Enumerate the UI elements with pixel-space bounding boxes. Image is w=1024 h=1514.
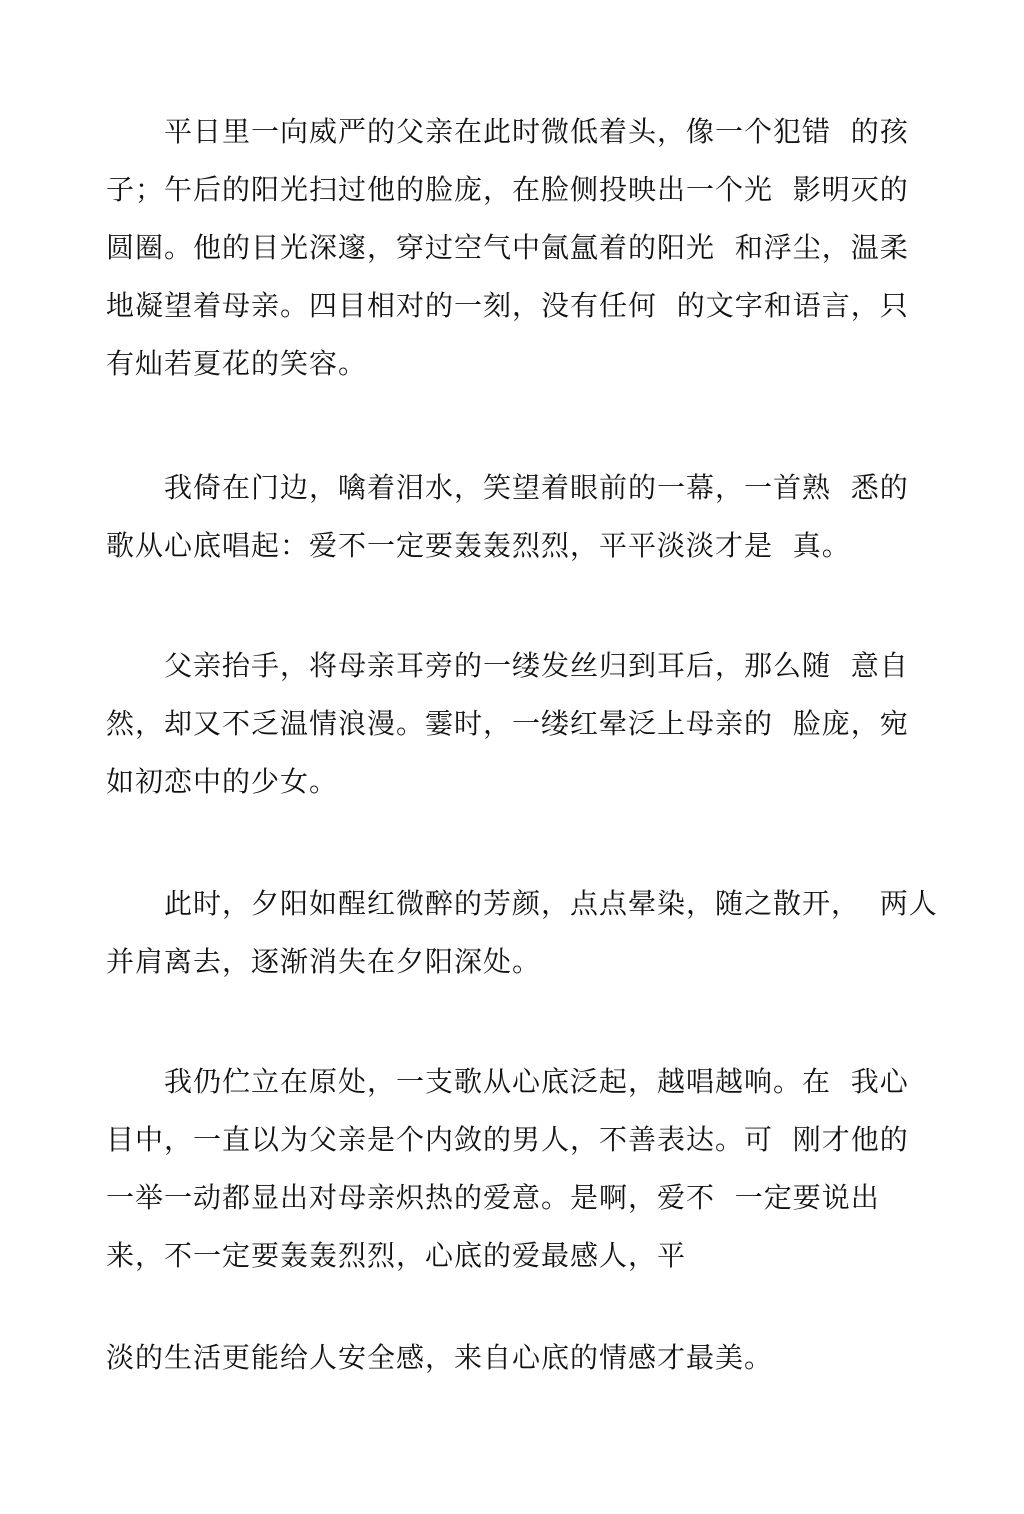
text-line: 我仍伫立在原处，一支歌从心底泛起，越唱越响。在 我心	[106, 1065, 909, 1098]
text-line: 父亲抬手，将母亲耳旁的一缕发丝归到耳后，那么随 意自	[106, 649, 909, 682]
text-line: 子；午后的阳光扫过他的脸庞，在脸侧投映出一个光 影明灭的	[106, 173, 909, 206]
text-line: 歌从心底唱起：爱不一定要轰轰烈烈，平平淡淡才是 真。	[106, 529, 851, 562]
text-line: 并肩离去，逐渐消失在夕阳深处。	[106, 945, 542, 978]
text-line: 圆圈。他的目光深邃，穿过空气中氤氲着的阳光 和浮尘，温柔	[106, 231, 909, 264]
text-line: 我倚在门边，噙着泪水，笑望着眼前的一幕，一首熟 悉的	[106, 471, 909, 504]
text-line: 此时，夕阳如酲红微醉的芳颜，点点晕染，随之散开， 两人	[106, 887, 938, 920]
text-line: 目中，一直以为父亲是个内敛的男人，不善表达。可 刚才他的	[106, 1123, 909, 1156]
text-line: 然，却又不乏温情浪漫。霎时，一缕红晕泛上母亲的 脸庞，宛	[106, 707, 909, 740]
text-line: 平日里一向威严的父亲在此时微低着头，像一个犯错 的孩	[106, 115, 909, 148]
text-line: 一举一动都显出对母亲炽热的爱意。是啊，爱不 一定要说出	[106, 1181, 880, 1214]
text-line: 来，不一定要轰轰烈烈，心底的爱最感人，平	[106, 1239, 687, 1272]
text-line: 有灿若夏花的笑容。	[106, 347, 368, 380]
text-line: 地凝望着母亲。四目相对的一刻，没有任何 的文字和语言，只	[106, 289, 909, 322]
text-line: 淡的生活更能给人安全感，来自心底的情感才最美。	[106, 1341, 774, 1374]
text-line: 如初恋中的少女。	[106, 765, 339, 798]
